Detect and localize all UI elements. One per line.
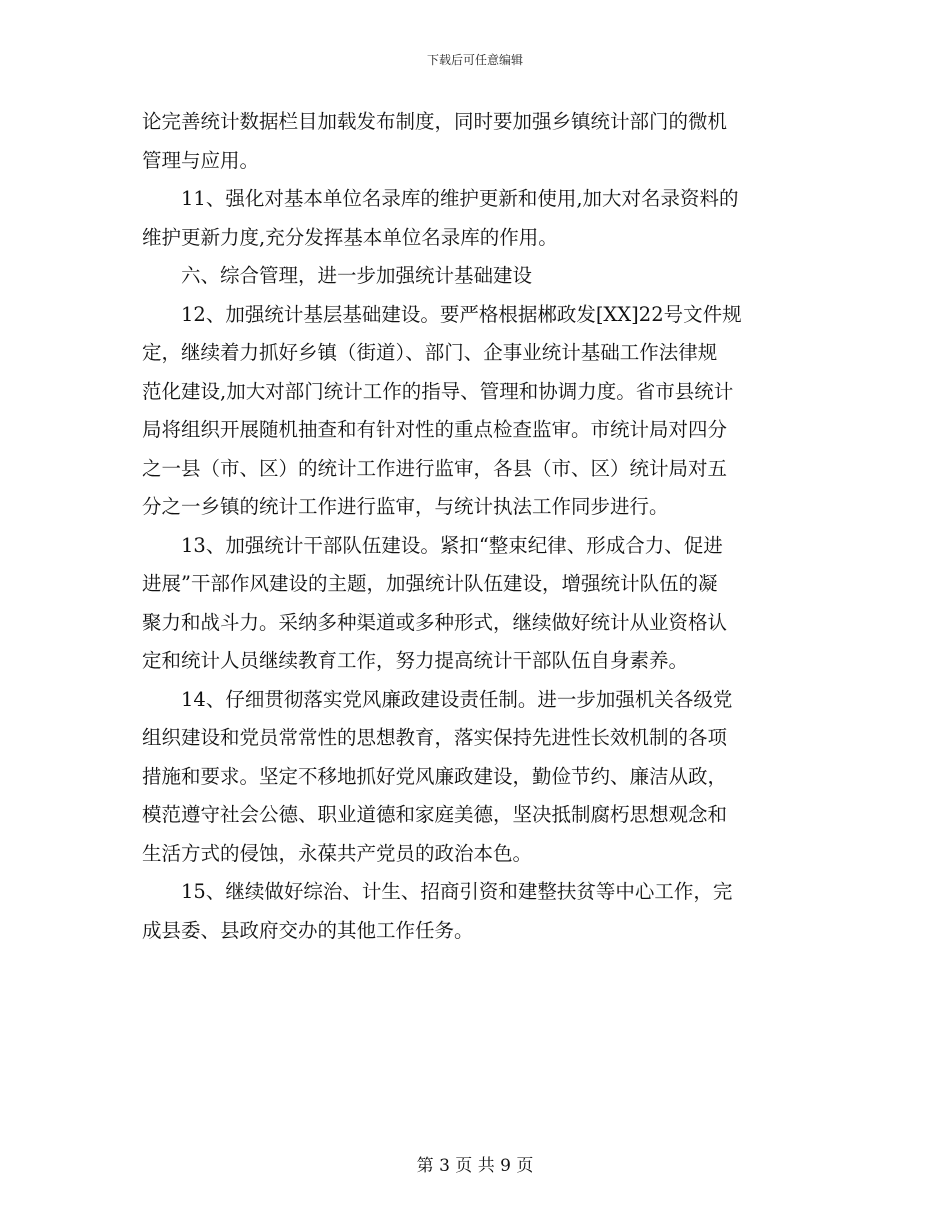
paragraph-item-15: 15、继续做好综治、计生、招商引资和建整扶贫等中心工作，完 成县委、县政府交办的其他工作任务。 xyxy=(142,880,733,942)
page-header: 下载后可任意编辑 xyxy=(426,53,523,67)
paragraph-continuation: 论完善统计数据栏目加载发布制度，同时要加强乡镇统计部门的微机 管理与应用。 xyxy=(142,110,728,172)
section-heading-6: 六、综合管理，进一步加强统计基础建设 xyxy=(181,264,533,287)
page-number-footer: 第 3 页 共 9 页 xyxy=(416,1156,534,1176)
paragraph-item-13: 13、加强统计干部队伍建设。紧扣“整束纪律、形成合力、促进 进展”干部作风建设的主题，加强统计队伍建设，增强统计队伍的凝 聚力和战斗力。采纳多种渠道或多种形式，继续做好统计从业资格认 定和统计人员继续教育工作，努力提高统计干部队伍自身素养。 xyxy=(142,533,728,672)
paragraph-item-14: 14、仔细贯彻落实党风廉政建设责任制。进一步加强机关各级党 组织建设和党员常常性的思想教育，落实保持先进性长效机制的各项 措施和要求。坚定不移地抓好党风廉政建设，勤俭节约、廉洁从政， 模范遵守社会公德、职业道德和家庭美德，坚决抵制腐朽思想观念和 生活方式的侵蚀，永葆共产党员的政治本色。 xyxy=(142,687,733,865)
paragraph-item-11: 11、强化对基本单位名录库的维护更新和使用,加大对名录资料的 维护更新力度,充分发挥基本单位名录库的作用。 xyxy=(142,187,739,249)
document-body xyxy=(142,103,814,950)
paragraph-item-12: 12、加强统计基层基础建设。要严格根据郴政发[XX]22号文件规 定，继续着力抓好乡镇（街道）、部门、企事业统计基础工作法律规 范化建设,加大对部门统计工作的指导、管理和协调力度。省市县统计 局将组织开展随机抽查和有针对性的重点检查监审。市统计局对四分 之一县（市、区）的统计工作进行监审，各县（市、区）统计局对五 分之一乡镇的统计工作进行监审，与统计执法工作同步进行。 xyxy=(142,302,742,518)
